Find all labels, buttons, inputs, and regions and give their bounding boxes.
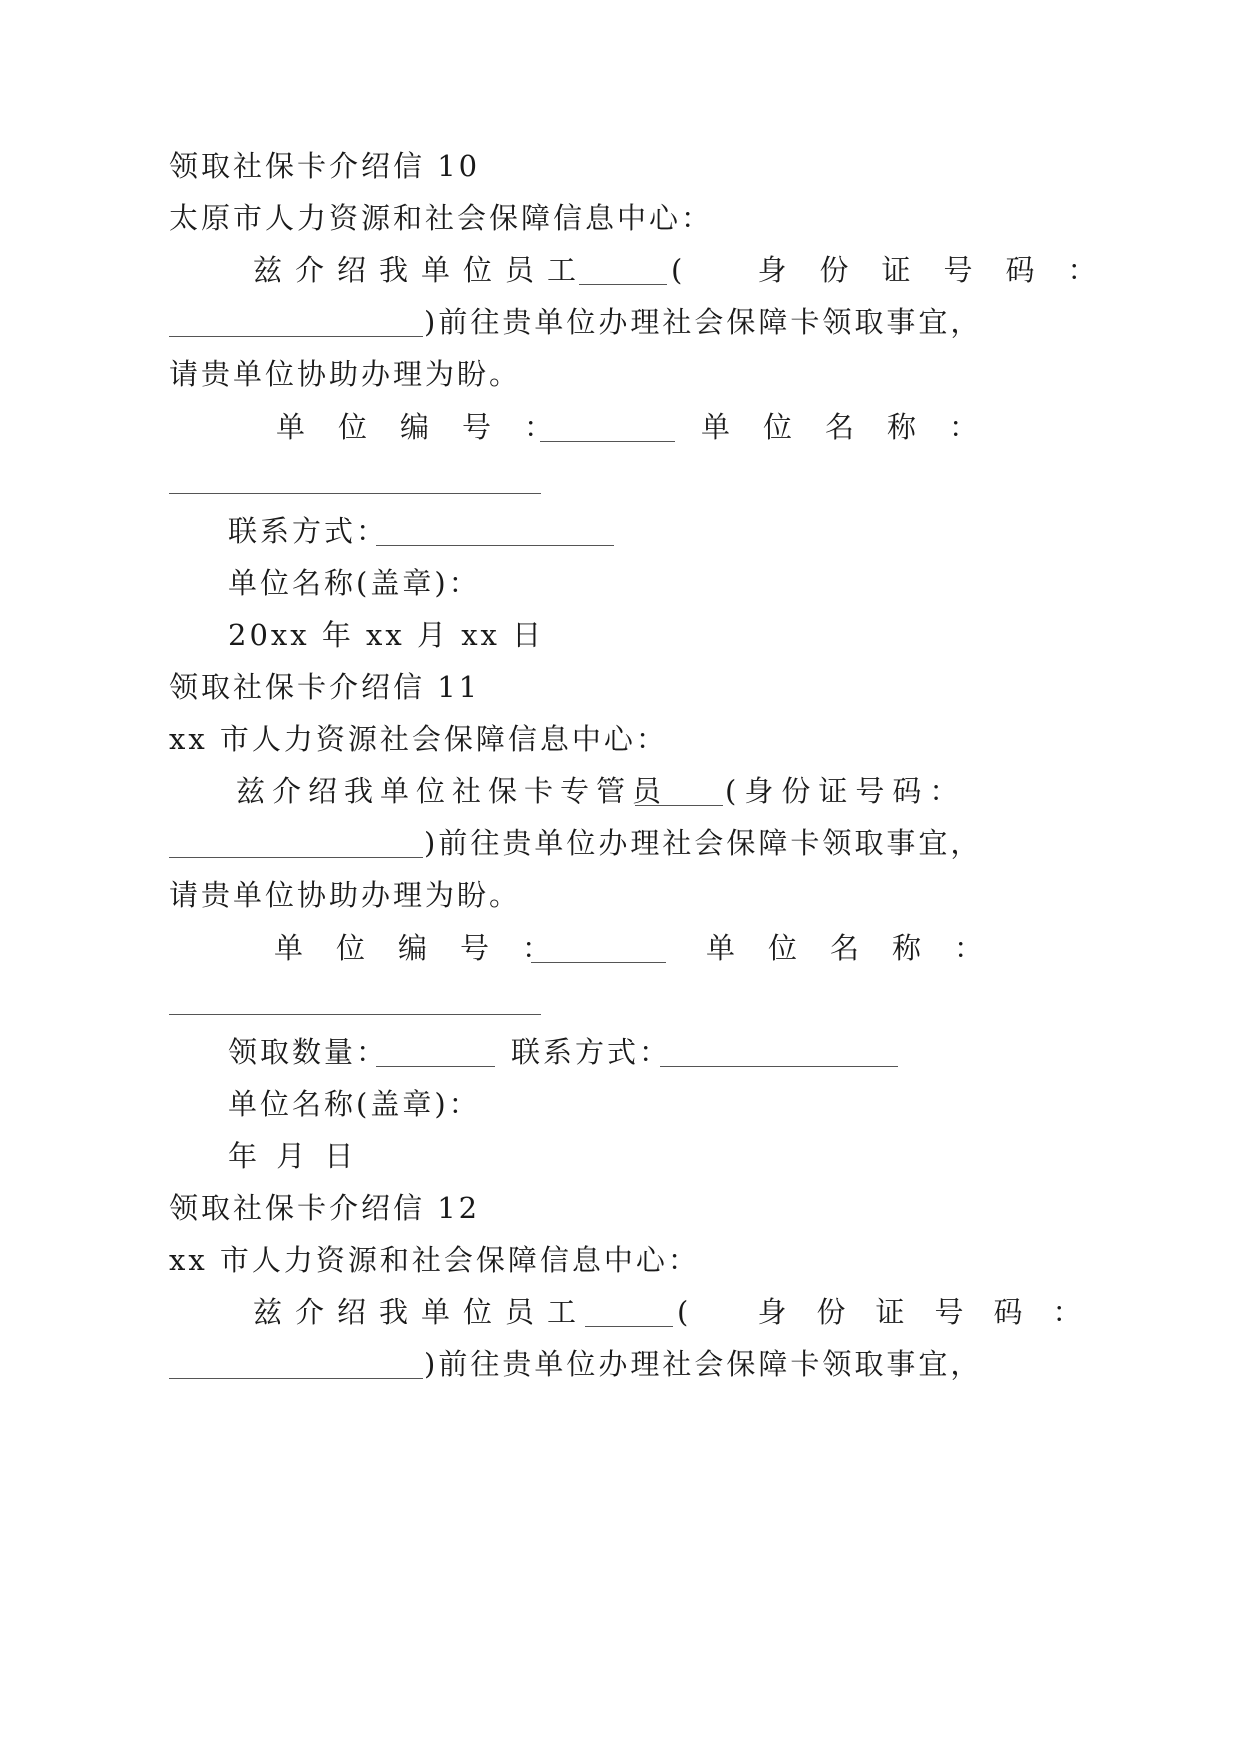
letter-12-id-label: ( 身份证号码：: [677, 1295, 1112, 1329]
contact-label: 联系方式：: [228, 514, 389, 548]
letter-12-intro-line: [0, 1288, 1241, 1336]
letter-10-purpose-line: [0, 298, 1241, 346]
letter-12-recipient: xx 市人力资源和社会保障信息中心：: [169, 1243, 700, 1277]
employee-name-blank: [585, 1326, 673, 1327]
letter-11-intro-text: 兹介绍我单位社保卡专管员: [236, 774, 669, 808]
id-number-blank: [169, 336, 423, 337]
letter-11-request: 请贵单位协助办理为盼。: [169, 878, 522, 912]
letter-11-purpose-line: [0, 819, 1241, 867]
letter-11-unit-name-blank-line: [0, 976, 1241, 1024]
contact-label: 联系方式：: [511, 1035, 672, 1069]
letter-10-recipient: 太原市人力资源和社会保障信息中心：: [169, 201, 714, 235]
unit-number-label: 单位编号：: [274, 931, 585, 965]
id-number-blank: [169, 1378, 423, 1379]
unit-name-label: 单位名称：: [706, 931, 1017, 965]
letter-11-title-line: [0, 663, 1241, 711]
letter-12-title-line: [0, 1184, 1241, 1232]
stamp-label: 单位名称(盖章)：: [228, 566, 481, 600]
letter-11-unit-line: [0, 924, 1241, 972]
letter-10-date-line: [0, 611, 1241, 659]
letter-12-recipient-line: [0, 1236, 1241, 1284]
letter-11-recipient: xx 市人力资源社会保障信息中心：: [169, 722, 668, 756]
unit-number-label: 单位编号：: [276, 410, 587, 444]
letter-10-request-line: [0, 350, 1241, 398]
letter-10-contact-line: [0, 507, 1241, 555]
letter-10-stamp-line: [0, 559, 1241, 607]
letter-10-title-line: [0, 142, 1241, 190]
letter-11-recipient-line: [0, 715, 1241, 763]
letter-11-intro-line: [0, 767, 1241, 815]
letter-12-intro-text: 兹介绍我单位员工: [253, 1295, 590, 1329]
letter-10-purpose: )前往贵单位办理社会保障卡领取事宜，: [424, 305, 983, 339]
employee-name-blank: [635, 805, 723, 806]
unit-name-blank: [169, 493, 541, 494]
letter-10-intro-line: [0, 246, 1241, 294]
letter-10-unit-name-blank-line: [0, 455, 1241, 503]
letter-11-quantity-line: [0, 1028, 1241, 1076]
letter-11-date: 年 月 日: [228, 1139, 357, 1173]
employee-name-blank: [579, 284, 667, 285]
id-number-blank: [169, 857, 423, 858]
letter-10-date: 20xx 年 xx 月 xx 日: [228, 618, 545, 652]
unit-name-blank: [169, 1014, 541, 1015]
letter-10-unit-line: [0, 403, 1241, 451]
letter-10-recipient-line: [0, 194, 1241, 242]
letter-10-title: 领取社保卡介绍信 10: [169, 149, 481, 183]
unit-name-label: 单位名称：: [701, 410, 1012, 444]
letter-11-purpose: )前往贵单位办理社会保障卡领取事宜，: [424, 826, 983, 860]
letter-10-id-label: ( 身份证号码：: [671, 253, 1130, 287]
letter-11-id-label: (身份证号码：: [725, 774, 967, 808]
quantity-blank: [376, 1066, 495, 1067]
letter-11-request-line: [0, 871, 1241, 919]
letter-10-intro-text: 兹介绍我单位员工: [253, 253, 590, 287]
letter-12-title: 领取社保卡介绍信 12: [169, 1191, 481, 1225]
letter-12-purpose: )前往贵单位办理社会保障卡领取事宜，: [424, 1347, 983, 1381]
letter-10-request: 请贵单位协助办理为盼。: [169, 357, 522, 391]
contact-blank: [376, 545, 614, 546]
letter-11-stamp-line: [0, 1080, 1241, 1128]
letter-11-date-line: [0, 1132, 1241, 1180]
quantity-label: 领取数量：: [228, 1035, 389, 1069]
contact-blank: [660, 1066, 898, 1067]
letter-12-purpose-line: [0, 1340, 1241, 1388]
letter-11-title: 领取社保卡介绍信 11: [169, 670, 481, 704]
unit-number-blank: [531, 962, 666, 963]
stamp-label: 单位名称(盖章)：: [228, 1087, 481, 1121]
unit-number-blank: [540, 441, 675, 442]
